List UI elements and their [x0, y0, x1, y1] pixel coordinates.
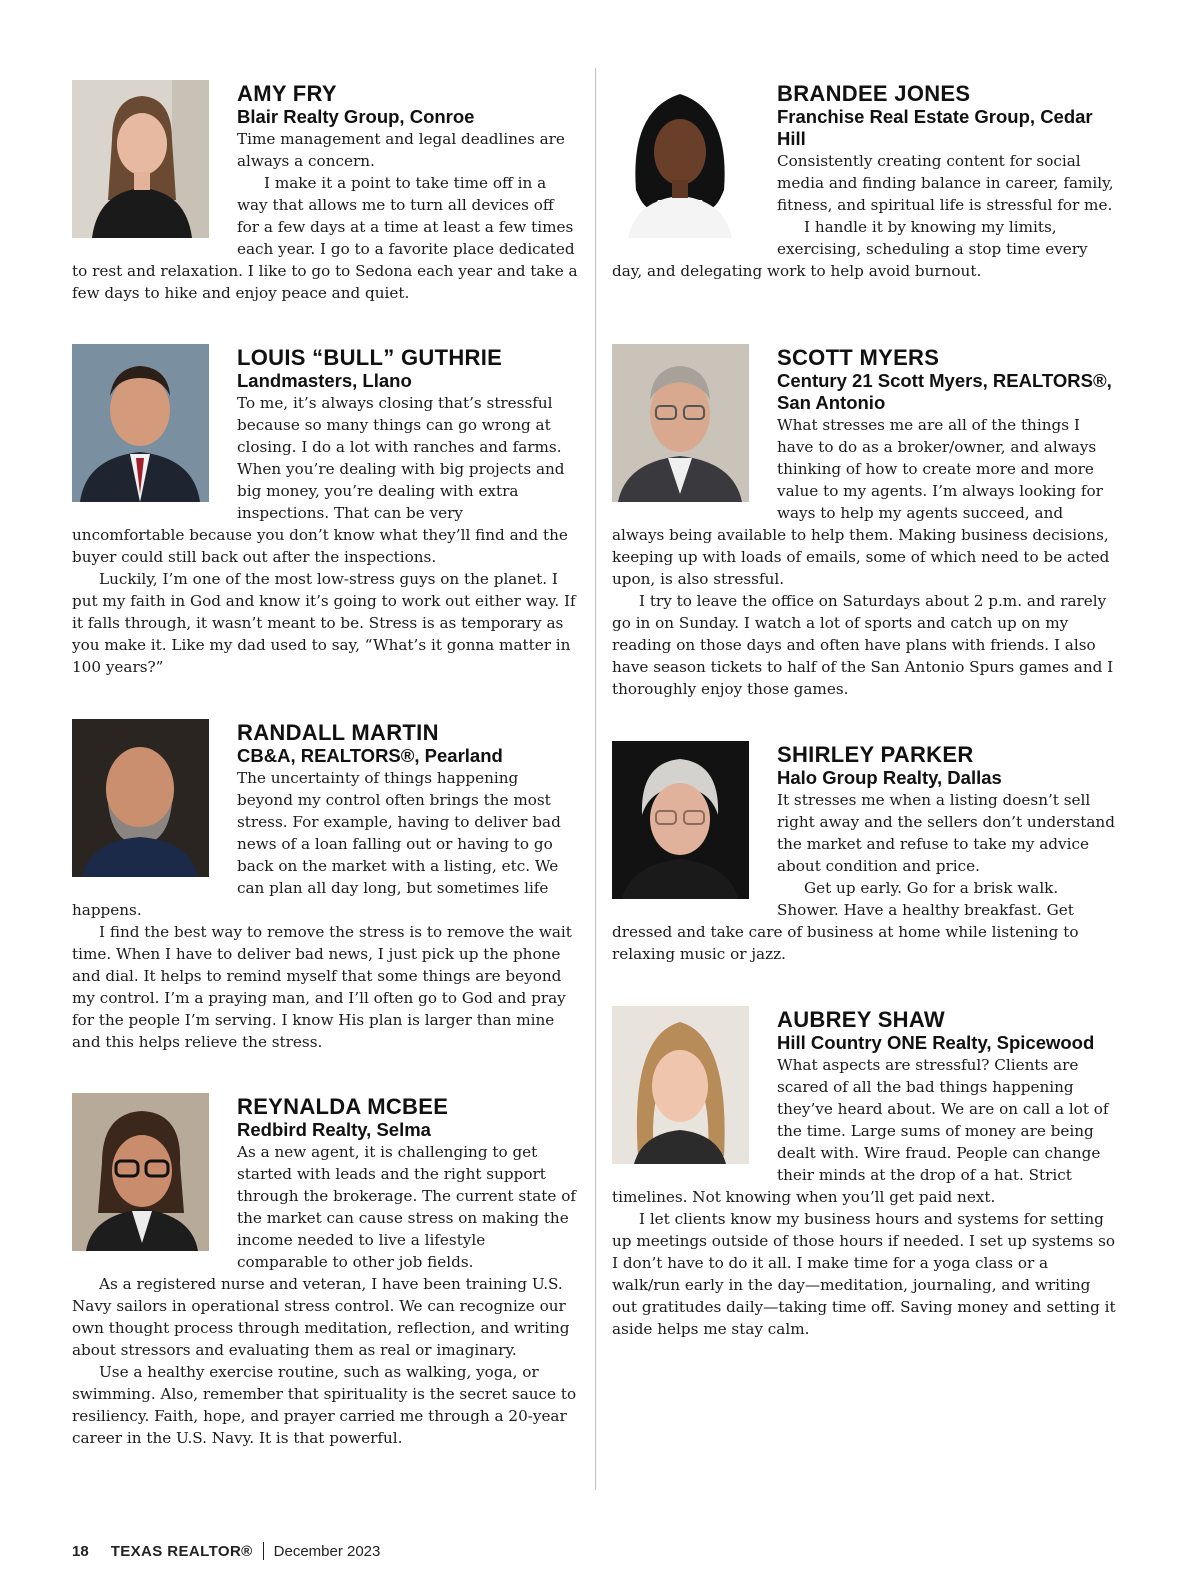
company-name: Landmasters, Llano [237, 370, 412, 391]
paragraph: As a new agent, it is challenging to get started with leads and the right support through the brokerage. The current state of the market can cause stress on making the income needed to live a lifestyle comparable to other job fields. [237, 1143, 576, 1271]
paragraph: Use a healthy exercise routine, such as walking, yoga, or swimming. Also, remember that spirituality is the secret sauce to resiliency. Faith, hope, and prayer carried me through a 20-year career in the U.S. Navy. It is that powerful. [72, 1363, 577, 1447]
paragraph: Luckily, I’m one of the most low-stress guys on the planet. I put my faith in God and know it’s going to work out either way. If it falls through, it wasn’t meant to be. Stress is as temporary as you make it. Like my dad used to say, “What’s it gonna matter in 100 years?” [72, 570, 576, 676]
paragraph: The uncertainty of things happening beyond my control often brings the most stress. For example, having to deliver bad news of a loan falling out or having to go back on the market with a listing, etc. We can plan all day long, but sometimes life happens. [72, 769, 561, 919]
profile-louis-guthrie [72, 344, 578, 678]
headshot-photo [72, 719, 209, 877]
paragraph: I find the best way to remove the stress is to remove the wait time. When I have to deliver bad news, I just pick up the phone and dial. It helps to remind myself that some things are beyond my control. I’m a praying man, and I’ll often go to God and pray for the people I’m serving. I know His plan is larger than mine and this helps relieve the stress. [72, 923, 572, 1051]
paragraph: What aspects are stressful? Clients are scared of all the bad things happening they’ve heard about. We are on call a lot of the time. Large sums of money are being dealt with. Wire fraud. People can change their minds at the drop of a hat. Strict timelines. Not knowing when you’ll get paid next. [612, 1056, 1109, 1206]
headshot-photo [612, 1006, 749, 1164]
issue-date: December 2023 [273, 1542, 381, 1560]
profile-amy-fry [72, 80, 578, 304]
company-name: Blair Realty Group, Conroe [237, 106, 475, 127]
headshot-photo [612, 741, 749, 899]
magazine-title: TEXAS REALTOR® [110, 1542, 253, 1560]
paragraph: To me, it’s always closing that’s stressful because so many things can go wrong at closing. I do a lot with ranches and farms. When you’re dealing with big projects and big money, you’re dealing with extra inspections. That can be very uncomfortable because you don’t know what they’ll find and the buyer could still back out after the inspections. [72, 394, 568, 566]
headshot-photo [72, 80, 209, 238]
company-name: Halo Group Realty, Dallas [777, 767, 1002, 788]
footer-separator [263, 1542, 264, 1560]
paragraph: It stresses me when a listing doesn’t sell right away and the sellers don’t understand the market and refuse to take my advice about condition and price. [777, 791, 1115, 875]
page-footer [72, 1542, 380, 1560]
headshot-photo [612, 80, 749, 238]
person-name: SCOTT MYERS [777, 345, 940, 370]
company-name: CB&A, REALTORS®, Pearland [237, 745, 503, 766]
person-name: AUBREY SHAW [777, 1007, 945, 1032]
paragraph: I try to leave the office on Saturdays about 2 p.m. and rarely go in on Sunday. I watch a lot of sports and catch up on my reading on those days and often have plans with friends. I also have season tickets to half of the San Antonio Spurs games and I thoroughly enjoy those games. [612, 592, 1114, 698]
profile-randall-martin [72, 719, 578, 1053]
person-name: AMY FRY [237, 81, 337, 106]
paragraph: I handle it by knowing my limits, exercising, scheduling a stop time every day, and delegating work to help avoid burnout. [612, 218, 1088, 280]
profile-reynalda-mcbee [72, 1093, 578, 1449]
column-divider [595, 68, 596, 1490]
headshot-photo [612, 344, 749, 502]
person-name: RANDALL MARTIN [237, 720, 439, 745]
person-name: SHIRLEY PARKER [777, 742, 974, 767]
person-name: REYNALDA MCBEE [237, 1094, 449, 1119]
headshot-photo [72, 344, 209, 502]
profile-brandee-jones [612, 80, 1118, 282]
paragraph: Get up early. Go for a brisk walk. Shower. Have a healthy breakfast. Get dressed and take care of business at home while listening to relaxing music or jazz. [612, 879, 1079, 963]
profile-shirley-parker [612, 741, 1118, 965]
profile-aubrey-shaw [612, 1006, 1118, 1340]
person-name: LOUIS “BULL” GUTHRIE [237, 345, 503, 370]
company-name: Hill Country ONE Realty, Spicewood [777, 1032, 1095, 1053]
headshot-photo [72, 1093, 209, 1251]
paragraph: Time management and legal deadlines are always a concern. [237, 130, 565, 170]
paragraph: What stresses me are all of the things I have to do as a broker/owner, and always thinking of how to create more and more value to my agents. I’m always looking for ways to help my agents succeed, and always being available to help them. Making business decisions, keeping up with loads of emails, some of which need to be acted upon, is also stressful. [612, 416, 1110, 588]
page-number: 18 [72, 1542, 89, 1560]
profile-scott-myers [612, 344, 1118, 700]
company-name: Century 21 Scott Myers, REALTORS®, San Antonio [777, 370, 1112, 413]
paragraph: Consistently creating content for social media and finding balance in career, family, fitness, and spiritual life is stressful for me. [777, 152, 1114, 214]
company-name: Franchise Real Estate Group, Cedar Hill [777, 106, 1093, 149]
company-name: Redbird Realty, Selma [237, 1119, 431, 1140]
paragraph: I make it a point to take time off in a way that allows me to turn all devices off for a few days at a time at least a few times each year. I go to a favorite place dedicated to rest and relaxation. I like to go to Sedona each year and take a few days to hike and enjoy peace and quiet. [72, 174, 578, 302]
person-name: BRANDEE JONES [777, 81, 971, 106]
paragraph: I let clients know my business hours and systems for setting up meetings outside of those hours if needed. I set up systems so I don’t have to do it all. I make time for a yoga class or a walk/run early in the day—meditation, journaling, and writing out gratitudes daily—taking time off. Saving money and setting it aside helps me stay calm. [612, 1210, 1116, 1338]
paragraph: As a registered nurse and veteran, I have been training U.S. Navy sailors in operational stress control. We can recognize our own thought process through meditation, reflection, and writing about stressors and evaluating them as real or imaginary. [72, 1275, 570, 1359]
